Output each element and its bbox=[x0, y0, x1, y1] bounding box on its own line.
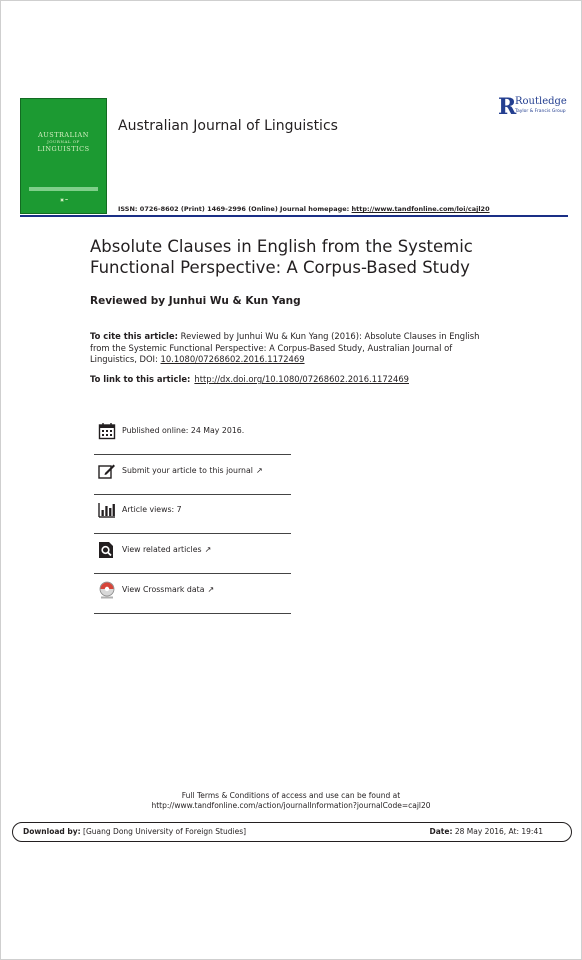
reviewers: Reviewed by Junhui Wu & Kun Yang bbox=[90, 295, 301, 307]
article-title: Absolute Clauses in English from the Systemic Functional Perspective: A Corpus-Based Study bbox=[90, 237, 473, 277]
routledge-r-icon: R bbox=[498, 94, 517, 120]
routledge-logo: R Routledge Taylor & Francis Group bbox=[498, 94, 567, 120]
cite-label: To cite this article: bbox=[90, 331, 178, 341]
issn-line: ISSN: 0726-8602 (Print) 1469-2996 (Online) Journal homepage: http://www.tandfonline.com/loi/cajl20 bbox=[118, 205, 490, 213]
crossmark-item[interactable]: View Crossmark data ↗ bbox=[94, 574, 291, 614]
journal-cover-image bbox=[20, 98, 107, 214]
cover-band bbox=[29, 187, 98, 191]
bar-chart-icon bbox=[98, 501, 116, 519]
terms-link[interactable]: http://www.tandfonline.com/action/journalInformation?journalCode=cajl20 bbox=[151, 801, 431, 810]
cover-publisher-logo: ▣ ═ bbox=[60, 197, 68, 202]
article-views-item: Article views: 7 bbox=[94, 494, 291, 534]
external-link-icon: ↗ bbox=[207, 585, 215, 594]
calendar-icon bbox=[98, 422, 116, 440]
header-rule bbox=[20, 215, 568, 217]
external-link-icon: ↗ bbox=[255, 466, 263, 475]
citation: To cite this article: Reviewed by Junhui Wu & Kun Yang (2016): Absolute Clauses in English from the Systemic Functional Perspective: A Corpus-Based Study, Australian Journal of Linguistics, DOI: 10.1080/07268602.2016.1172469 bbox=[90, 331, 480, 364]
external-link-icon: ↗ bbox=[204, 545, 212, 554]
terms-of-use: Full Terms & Conditions of access and use can be found at http://www.tandfonline.com/action/journalInformation?journalCode=cajl20 bbox=[0, 791, 582, 811]
link-label: To link to this article: bbox=[90, 374, 191, 384]
related-articles-item[interactable]: View related articles ↗ bbox=[94, 534, 291, 574]
submit-article-item[interactable]: Submit your article to this journal ↗ bbox=[94, 455, 291, 495]
crossmark-icon bbox=[98, 581, 116, 599]
article-url-link[interactable]: http://dx.doi.org/10.1080/07268602.2016.1172469 bbox=[194, 374, 409, 384]
link-to-article bbox=[90, 374, 409, 384]
journal-homepage-link[interactable]: http://www.tandfonline.com/loi/cajl20 bbox=[351, 205, 490, 213]
download-info-bar: Download by: [Guang Dong University of Foreign Studies] Date: 28 May 2016, At: 19:41 bbox=[12, 822, 572, 842]
cover-title: AUSTRALIAN JOURNAL OF LINGUISTICS bbox=[37, 131, 90, 153]
published-online-item: Published online: 24 May 2016. bbox=[94, 415, 291, 455]
edit-icon bbox=[98, 462, 116, 480]
journal-name: Australian Journal of Linguistics bbox=[118, 118, 338, 134]
search-document-icon bbox=[98, 541, 116, 559]
doi-link[interactable]: 10.1080/07268602.2016.1172469 bbox=[160, 354, 305, 364]
